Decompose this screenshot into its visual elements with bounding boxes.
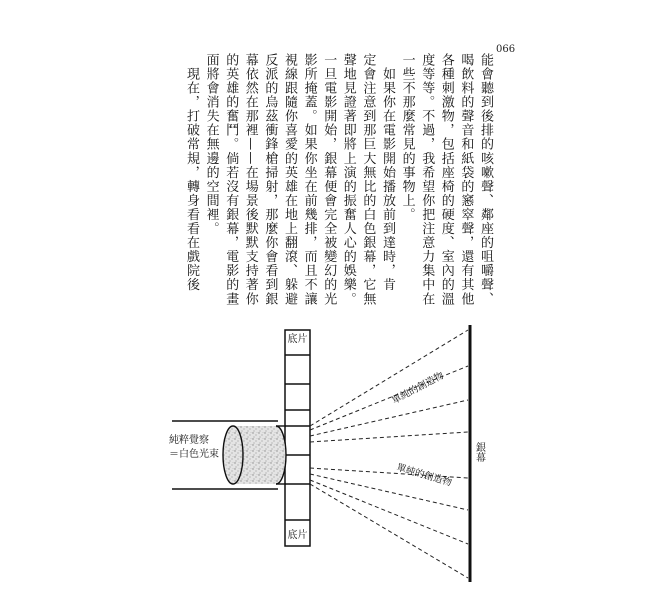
page-number: 066 xyxy=(496,44,516,55)
text-line: 反派的烏茲衝鋒槍掃射，那麼你會看到銀 xyxy=(262,53,278,306)
text-line: 現在，打破常規，轉身看看在戲院後 xyxy=(184,53,199,292)
text-line: 能會聽到後排的咳嗽聲、鄰座的咀嚼聲、 xyxy=(478,53,493,306)
text-line: 一些不那麼常見的事物上。 xyxy=(399,53,415,222)
projection-rays xyxy=(310,330,468,578)
projector-label-line1: 純粹覺察 xyxy=(169,435,209,446)
text-line: 視線跟隨你喜愛的英雄在地上翻滾、躲避 xyxy=(282,53,297,306)
film-label-top: 底片 xyxy=(287,334,308,345)
text-line: 各種刺激物，包括座椅的硬度、室內的溫 xyxy=(438,53,454,306)
text-line: 幕依然在那裡——在場景後默默支持著你 xyxy=(242,53,258,306)
film-label-bottom: 底片 xyxy=(287,530,308,541)
text-line: 面將會消失在無邊的空間裡。 xyxy=(203,53,219,236)
text-line: 的英雄的奮鬥。倘若沒有銀幕，電影的畫 xyxy=(223,53,239,306)
text-line: 一旦電影開始，銀幕便會完全被變幻的光 xyxy=(321,53,337,306)
ray-label-lower: 單純的創造物 xyxy=(395,462,454,489)
projector-label-line2: ＝白色光束 xyxy=(169,449,219,460)
ray-label-upper: 單純的創造物 xyxy=(390,370,446,407)
text-line: 定會注意到那巨大無比的白色銀幕，它無 xyxy=(360,53,376,306)
text-line: 喝飲料的聲音和紙袋的窸窣聲，還有其他 xyxy=(458,53,474,306)
text-line: 聲地見證著即將上演的振奮人心的娛樂。 xyxy=(340,53,356,306)
text-line: 度等等。不過，我希望你把注意力集中在 xyxy=(419,53,435,306)
screen-label: 銀幕 xyxy=(473,442,485,462)
film-strip xyxy=(285,330,310,546)
text-line: 影所掩蓋。如果你坐在前幾排，而且不讓 xyxy=(301,53,317,306)
text-line: 如果你在電影開始播放前到達時，肯 xyxy=(380,53,395,292)
